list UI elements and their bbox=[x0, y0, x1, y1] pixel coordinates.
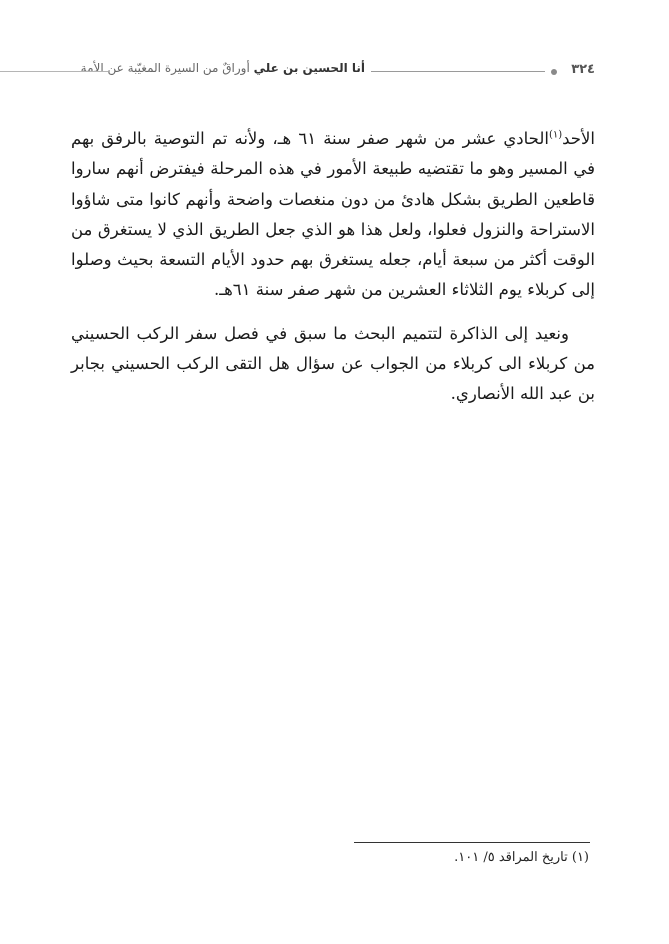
header-rule-left bbox=[0, 71, 108, 72]
footnote-reference[interactable]: (١) bbox=[548, 129, 563, 141]
book-title-subtitle: أوراقٌ من السيرة المغيّبة عن الأمة bbox=[80, 61, 254, 75]
book-title-bold: أنا الحسين بن علي bbox=[253, 61, 365, 75]
book-title bbox=[75, 61, 371, 75]
page-number: ٣٢٤ bbox=[571, 62, 595, 77]
paragraph-1 bbox=[71, 124, 595, 306]
running-header bbox=[0, 60, 669, 84]
paragraph-1-rest: الحادي عشر من شهر صفر سنة ٦١ هـ، ولأنه تم التوصية بالرفق بهم في المسير وهو ما تقتضيه طبيعة الأمور في هذه المرحلة فيفترض أنهم ساروا قاطعين الطريق بشكل هادئ من دون منغصات واضحة وأنهم كانوا متى شاؤوا الاستراحة والنزول فعلوا، ولعل هذا هو الذي جعل الطريق الذي لا يستغرق من الوقت أكثر من سبعة أيام، جعله يستغرق بهم حدود الأيام التسعة بحيث وصلوا إلى كربلاء يوم الثلاثاء العشرين من شهر صفر سنة ٦١هـ. bbox=[71, 129, 595, 300]
paragraph-1-start: الأحد bbox=[562, 129, 595, 148]
footnote-separator bbox=[354, 842, 590, 843]
paragraph-2: ونعيد إلى الذاكرة لتتميم البحث ما سبق في فصل سفر الركب الحسيني من كربلاء الى كربلاء من الجواب عن سؤال هل التقى الركب الحسيني بجابر بن عبد الله الأنصاري. bbox=[71, 323, 595, 404]
body-text bbox=[71, 124, 595, 423]
header-dot-ornament bbox=[551, 69, 557, 75]
footnote: (١) تاريخ المراقد ٥/ ١٠١. bbox=[454, 850, 589, 865]
